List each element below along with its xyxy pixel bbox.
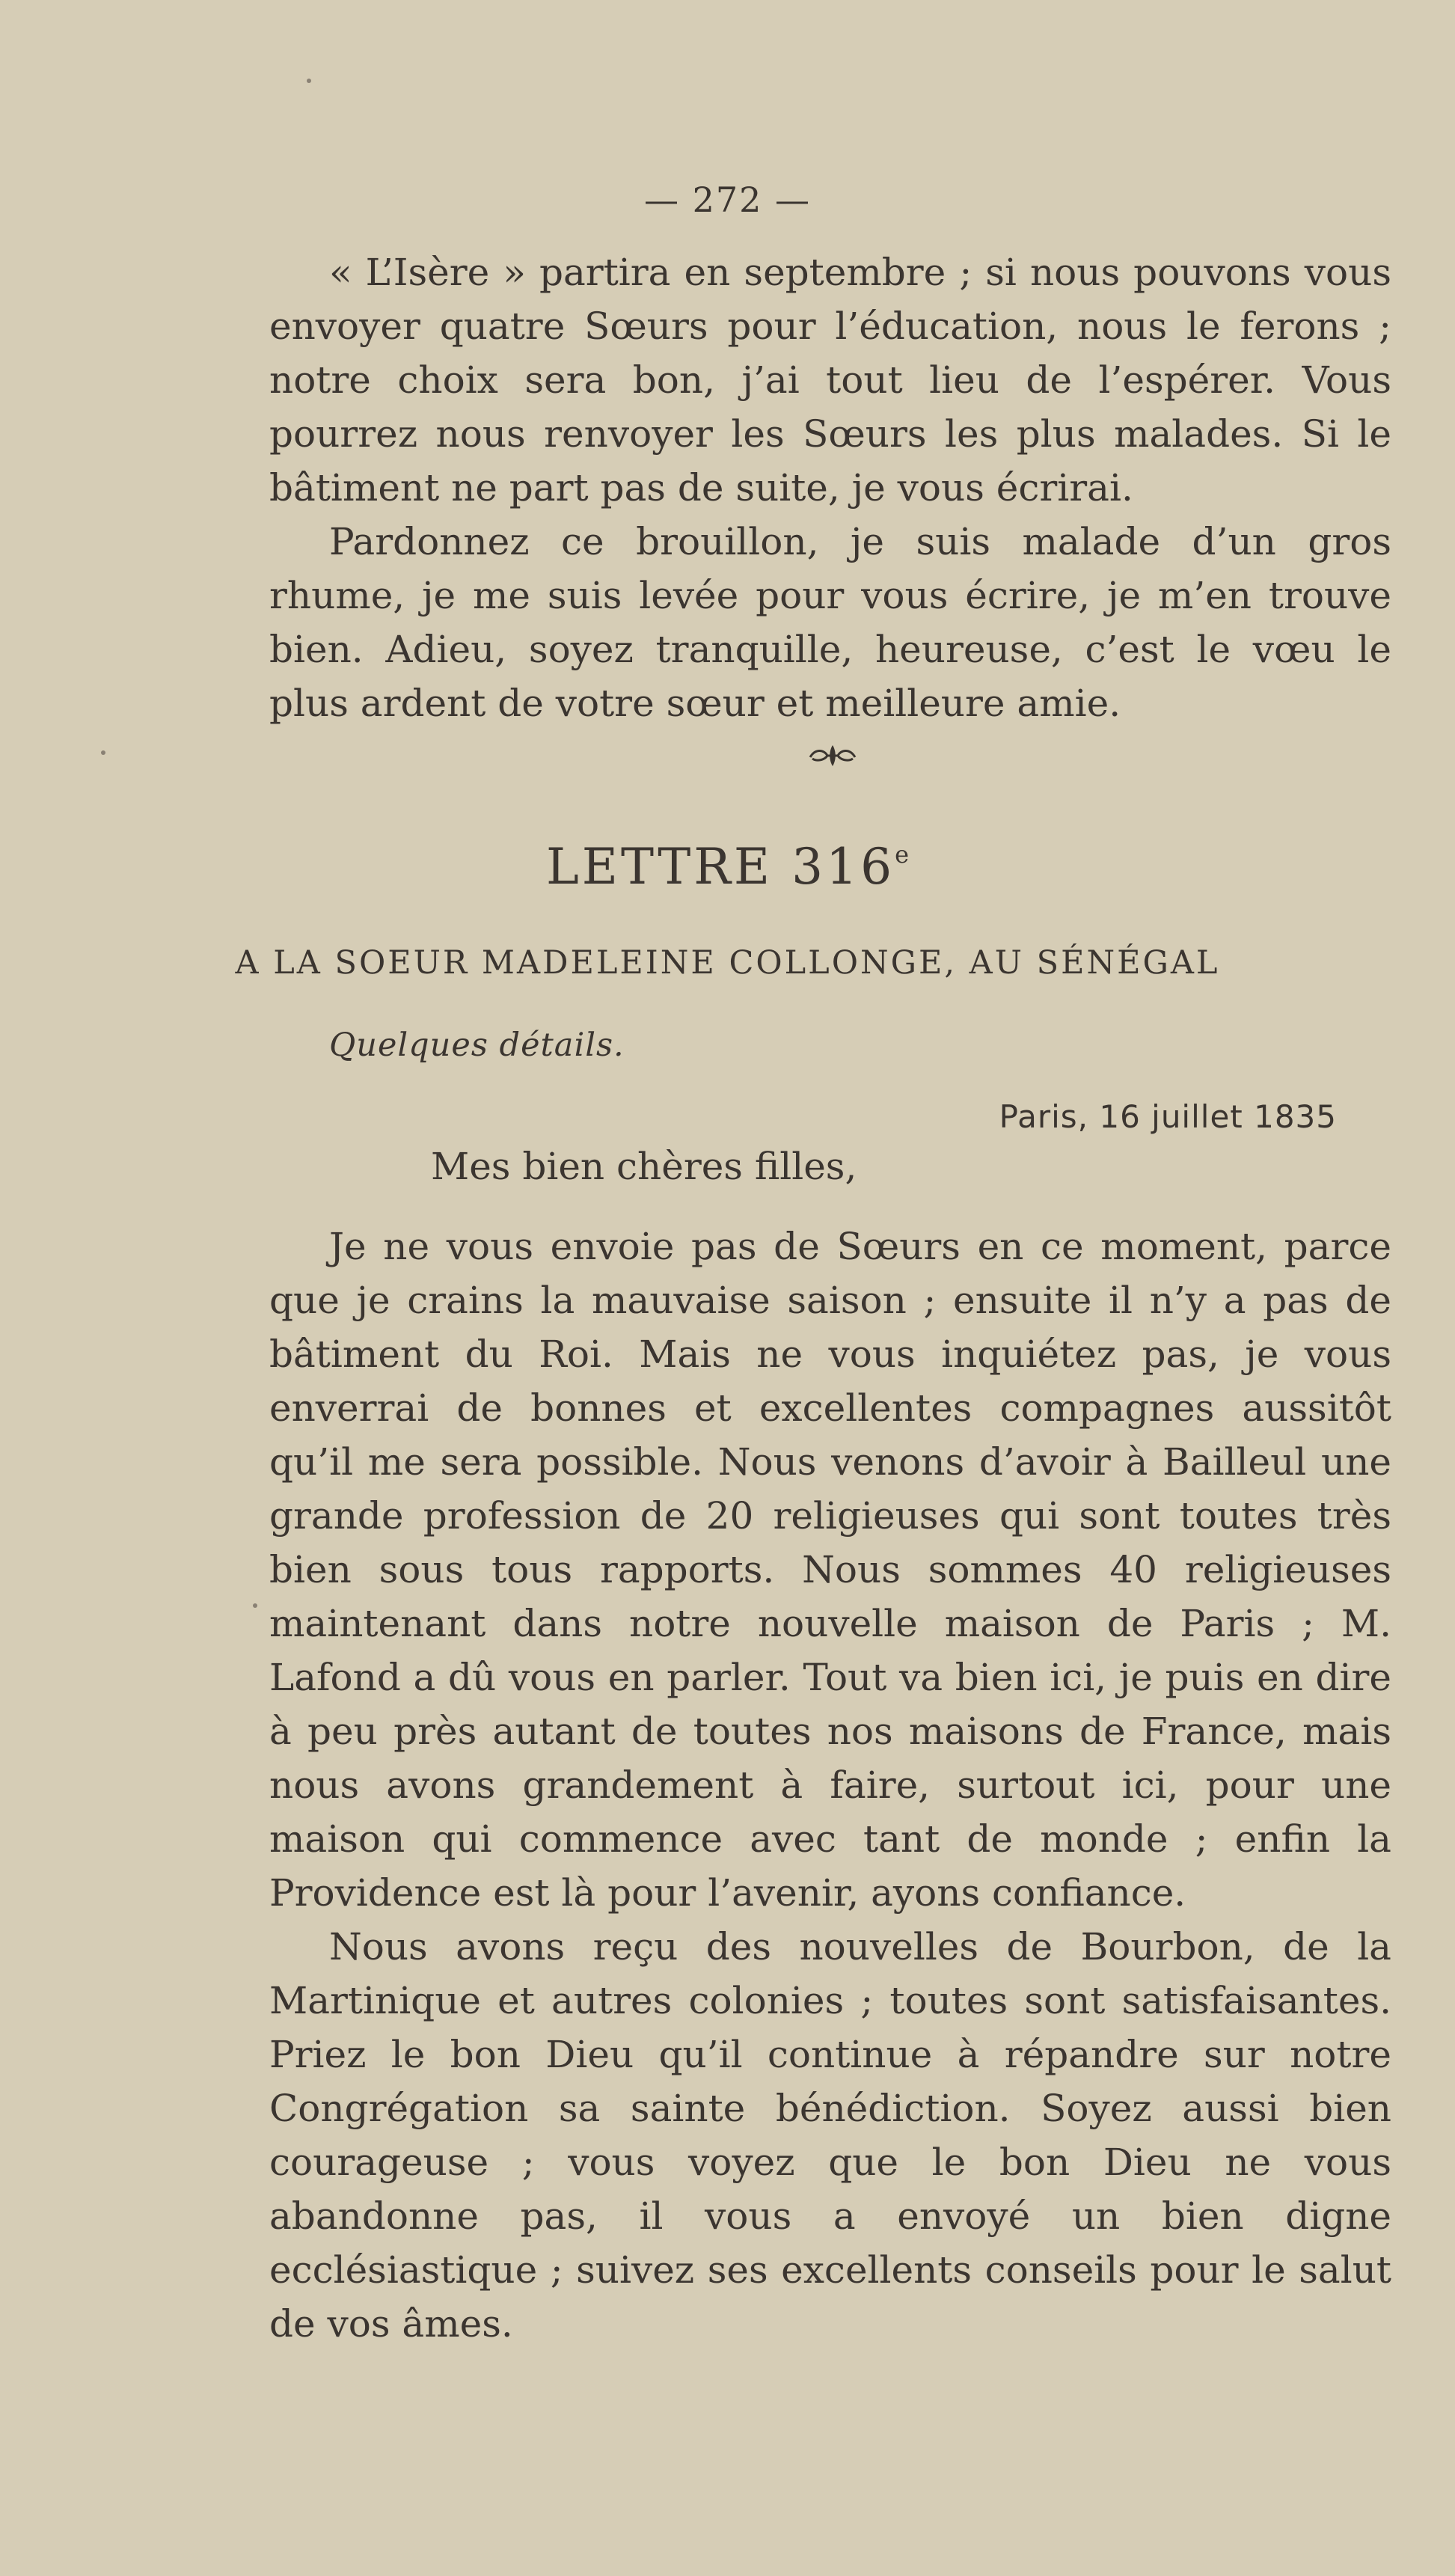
page-number: — 272 — bbox=[643, 180, 812, 220]
letter-paragraph: Je ne vous envoie pas de Sœurs en ce moment, parce que je crains la mauvaise saison ; ensuite il n’y a pas de bâtiment du Roi. Mais ne vous inquiétez pas, je vous enverrai de bonnes et excellentes compagnes aussitôt qu’il me sera possible. Nous venons d’avoir à Bailleul une grande profession de 20 religieuses qui sont toutes très bien sous tous rapports. Nous sommes 40 religieuses maintenant dans notre nouvelle maison de Paris ; M. Lafond a dû vous en parler. Tout va bien ici, je puis en dire à peu près autant de toutes nos maisons de France, mais nous avons grandement à faire, surtout ici, pour une maison qui commence avec tant de monde ; enfin la Providence est là pour l’avenir, ayons confiance. bbox=[269, 1225, 1391, 1915]
letter-title-suffix: e bbox=[895, 840, 910, 869]
letter-paragraph: Nous avons reçu des nouvelles de Bourbon, de la Martinique et autres colonies ; toutes sont satisfaisantes. Priez le bon Dieu qu’il continue à répandre sur notre Congrégation sa sainte bénédiction. Soyez aussi bien courageuse ; vous voyez que le bon Dieu ne vous abandonne pas, il vous a envoyé un bien digne ecclésiastique ; suivez ses excellents conseils pour le salut de vos âmes. bbox=[269, 1925, 1391, 2346]
letter-title bbox=[0, 838, 1455, 896]
paragraph-pardonnez: Pardonnez ce brouillon, je suis malade d’un gros rhume, je me suis levée pour vous écrire, je m’en trouve bien. Adieu, soyez tranquille, heureuse, c’est le vœu le plus ardent de votre sœur et meilleure amie. bbox=[269, 520, 1391, 725]
paragraph-isere: « L’Isère » partira en septembre ; si nous pouvons vous envoyer quatre Sœurs pour l’éducation, nous le ferons ; notre choix sera bon, j’ai tout lieu de l’espérer. Vous pourrez nous renvoyer les Sœurs les plus malades. Si le bâtiment ne part pas de suite, je vous écrirai. bbox=[269, 251, 1391, 510]
paper-speck bbox=[253, 1603, 257, 1608]
letter-body bbox=[269, 1220, 1391, 2351]
letter-title-text: LETTRE 316 bbox=[545, 838, 895, 896]
top-text-block bbox=[269, 245, 1391, 730]
fleuron-icon bbox=[806, 741, 859, 771]
letter-recipient: A LA SOEUR MADELEINE COLLONGE, AU SÉNÉGAL bbox=[235, 944, 1220, 982]
letter-salutation: Mes bien chères filles, bbox=[431, 1145, 857, 1188]
paper-speck bbox=[307, 79, 311, 83]
letter-dateline: Paris, 16 juillet 1835 bbox=[999, 1098, 1337, 1135]
paper-speck bbox=[101, 750, 105, 755]
letter-subject: Quelques détails. bbox=[329, 1027, 625, 1064]
